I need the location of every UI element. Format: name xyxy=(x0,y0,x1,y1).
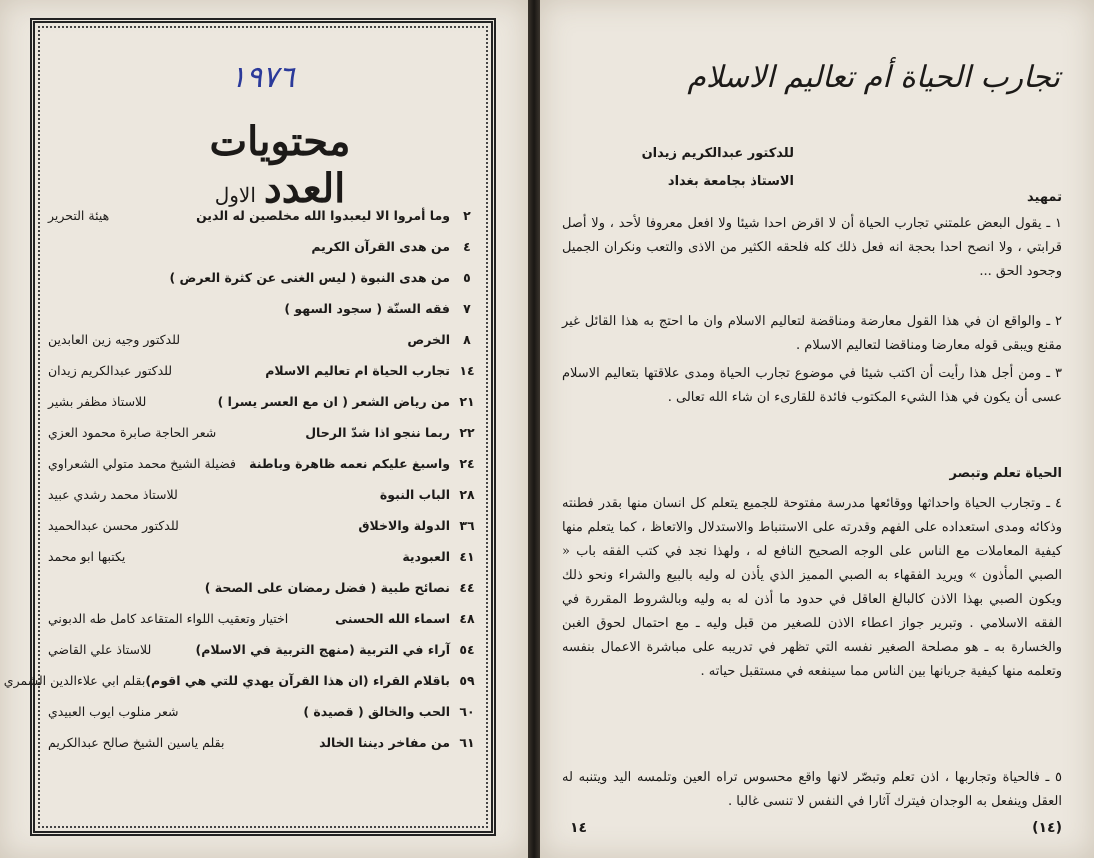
toc-page-number: ٦١ xyxy=(459,735,475,750)
toc-page-number: ١٤ xyxy=(459,363,475,378)
toc-row xyxy=(44,735,484,766)
toc-item-author: للدكتور عبدالكريم زيدان xyxy=(48,363,173,378)
toc-row xyxy=(44,549,484,580)
toc-page-number: ٣٦ xyxy=(459,518,475,533)
toc-item-title: اسماء الله الحسنى xyxy=(335,611,450,626)
toc-page-number: ٨ xyxy=(463,332,471,347)
toc-page-number: ٤١ xyxy=(459,549,475,564)
toc-item-author: للدكتور وجيه زين العابدين xyxy=(48,332,181,347)
toc-row xyxy=(44,363,484,394)
toc-row xyxy=(44,208,484,239)
handwritten-year: ١٩٧٦ xyxy=(230,60,295,95)
toc-row xyxy=(44,301,484,332)
toc-item-title: من رياض الشعر ( ان مع العسر يسرا ) xyxy=(217,394,450,409)
paragraph-4: ٤ ـ وتجارب الحياة واحداثها ووقائعها مدرسة مفتوحة للجميع يتعلم كل انسان منها بقدر فطنته وذكائه ومدى استعداده على الفهم وقدرته على الاستنباط والاستدلال والاتعاظ ، كما يتعلم منها كيفية المعاملات مع الناس على الوجه الصحيح النافع له ، ولهذا نجد في كتب الفقه باب « الصبي المأذون » ويريد الفقهاء به الصبي المميز الذي يأذن له وليه بالبيع والشراء ونحو ذلك ويكون الصبي بهذا الاذن كالبالغ العاقل في حدود ما أذن له به وليه وبالشروط المقررة في الفقه الاسلامي . وتبرير جواز اعطاء الاذن للصغير من قبل وليه ـ مع احتمال لحوق الغبن والخسارة به ـ هو مصلحة الصغير نفسه التي تظهر في تدريبه على مباشرة الاعمال بنفسه وتعلمه منها كيفية جريانها بين الناس مما سينفعه في مستقبل حياته . xyxy=(562,496,1062,679)
toc-item-author: يكتبها ابو محمد xyxy=(48,549,126,564)
toc-row xyxy=(44,580,484,611)
toc-item-author: شعر منلوب ايوب العبيدي xyxy=(48,704,179,719)
toc-row xyxy=(44,425,484,456)
paragraph-2: ٢ ـ والواقع ان في هذا القول معارضة ومناقضة لتعاليم الاسلام وان ما احتج به هذا القائل غير مقنع ويبقى قوله معارضا ومناقضا لتعاليم الاسلام . xyxy=(562,314,1062,353)
toc-item-title: الحب والخالق ( قصيدة ) xyxy=(303,704,450,719)
author-affiliation: الاستاذ بجامعة بغداد xyxy=(667,174,794,189)
paragraph-1: ١ ـ يقول البعض علمتني تجارب الحياة أن لا اقرض احدا شيئا ولا افعل معروفا لأحد ، ولا أصل قرابتي ، ولا انصح احدا بحجة انه فعل ذلك كله فلحقه الكثير من الاذى والتعب ونكران الجميل وجحود الحق ... xyxy=(562,216,1062,279)
toc-row xyxy=(44,642,484,673)
toc-item-title: واسبغ عليكم نعمه ظاهرة وباطنة xyxy=(249,456,450,471)
paragraph-5: ٥ ـ فالحياة وتجاربها ، اذن تعلم وتبصّر لانها واقع محسوس تراه العين وتلمسه اليد ويتنبه له العقل وينفعل به الوجدان فيترك آثارا في النفس لا تنسى غالبا . xyxy=(562,770,1062,809)
toc-item-title: تجارب الحياة ام تعاليم الاسلام xyxy=(265,363,450,378)
toc-title-main: محتويات العدد xyxy=(209,118,351,212)
toc-item-title: فقه السنّة ( سجود السهو ) xyxy=(284,301,450,316)
toc-item-author: اختيار وتعقيب اللواء المتقاعد كامل طه الدبوني xyxy=(48,611,289,626)
toc-row xyxy=(44,332,484,363)
left-page xyxy=(0,0,528,858)
toc-row xyxy=(44,487,484,518)
page-number-right: (١٤) xyxy=(1032,820,1062,836)
toc-item-title: العبودية xyxy=(402,549,450,564)
toc-item-author: هيئة التحرير xyxy=(48,208,110,223)
toc-item-author: للاستاذ علي القاضي xyxy=(48,642,152,657)
toc-item-author: للاستاذ محمد رشدي عبيد xyxy=(48,487,178,502)
toc-item-title: الدولة والاخلاق xyxy=(358,518,450,533)
intro-heading: تمهيد xyxy=(1027,190,1062,205)
toc-page-number: ٥٩ xyxy=(459,673,475,688)
toc-page-number: ٢١ xyxy=(459,394,475,409)
toc-page-number: ٥ xyxy=(463,270,471,285)
toc-item-title: من هدى القرآن الكريم xyxy=(311,239,450,254)
toc-row xyxy=(44,239,484,270)
page-number-left: ١٤ xyxy=(570,820,588,836)
toc-item-title: من مفاخر ديننا الخالد xyxy=(319,735,450,750)
toc-item-title: وما أمروا الا ليعبدوا الله مخلصين له الدين xyxy=(196,208,450,223)
toc-page-number: ٢ xyxy=(463,208,471,223)
toc-row xyxy=(44,394,484,425)
toc-title xyxy=(150,118,410,212)
book-gutter xyxy=(528,0,540,858)
toc-page-number: ٢٢ xyxy=(459,425,475,440)
toc-list xyxy=(3,208,484,766)
toc-item-author: للاستاذ مظفر بشير xyxy=(48,394,147,409)
toc-row xyxy=(3,673,484,704)
toc-item-author: بقلم ابي علاءالدين الشمري xyxy=(3,673,146,688)
right-page xyxy=(540,0,1094,858)
toc-item-author: فضيلة الشيخ محمد متولي الشعراوي xyxy=(48,456,236,471)
toc-item-author: بقلم ياسين الشيخ صالح عبدالكريم xyxy=(48,735,225,750)
toc-title-sub: الاول xyxy=(214,183,256,207)
toc-row xyxy=(44,518,484,549)
paragraph-3: ٣ ـ ومن أجل هذا رأيت أن اكتب شيئا في موضوع تجارب الحياة ومدى علاقتها بتعاليم الاسلام عسى أن يكون في هذا الشيء المكتوب فائدة للقارىء ان شاء الله تعالى . xyxy=(562,366,1062,405)
toc-row xyxy=(44,270,484,301)
toc-item-title: من هدى النبوة ( ليس الغنى عن كثرة العرض ) xyxy=(169,270,450,285)
toc-page-number: ٧ xyxy=(463,301,471,316)
toc-item-title: الباب النبوة xyxy=(379,487,450,502)
toc-item-author: شعر الحاجة صابرة محمود العزي xyxy=(48,425,217,440)
toc-page-number: ٦٠ xyxy=(459,704,475,719)
article-title: تجارب الحياة أم تعاليم الاسلام xyxy=(687,60,1060,95)
toc-page-number: ٥٤ xyxy=(459,642,475,657)
toc-page-number: ٤٤ xyxy=(459,580,475,595)
toc-item-title: ربما ننجو اذا شدّ الرحال xyxy=(305,425,450,440)
toc-page-number: ٢٤ xyxy=(459,456,475,471)
toc-item-title: آراء في التربية (منهج التربية في الاسلام) xyxy=(195,642,450,657)
author-name: للدكتور عبدالكريم زيدان xyxy=(641,146,794,161)
toc-page-number: ٤٨ xyxy=(459,611,475,626)
toc-item-title: نصائح طبية ( فضل رمضان على الصحة ) xyxy=(204,580,450,595)
toc-row xyxy=(44,456,484,487)
toc-page-number: ٢٨ xyxy=(459,487,475,502)
toc-item-title: الخرص xyxy=(407,332,450,347)
article-author xyxy=(642,140,794,196)
toc-item-title: باقلام القراء (ان هذا القرآن يهدي للتي هي اقوم) xyxy=(145,673,450,688)
toc-row xyxy=(44,704,484,735)
toc-page-number: ٤ xyxy=(463,239,471,254)
toc-item-author: للدكتور محسن عبدالحميد xyxy=(48,518,179,533)
toc-row xyxy=(44,611,484,642)
section-heading: الحياة تعلم وتبصر xyxy=(949,466,1062,481)
